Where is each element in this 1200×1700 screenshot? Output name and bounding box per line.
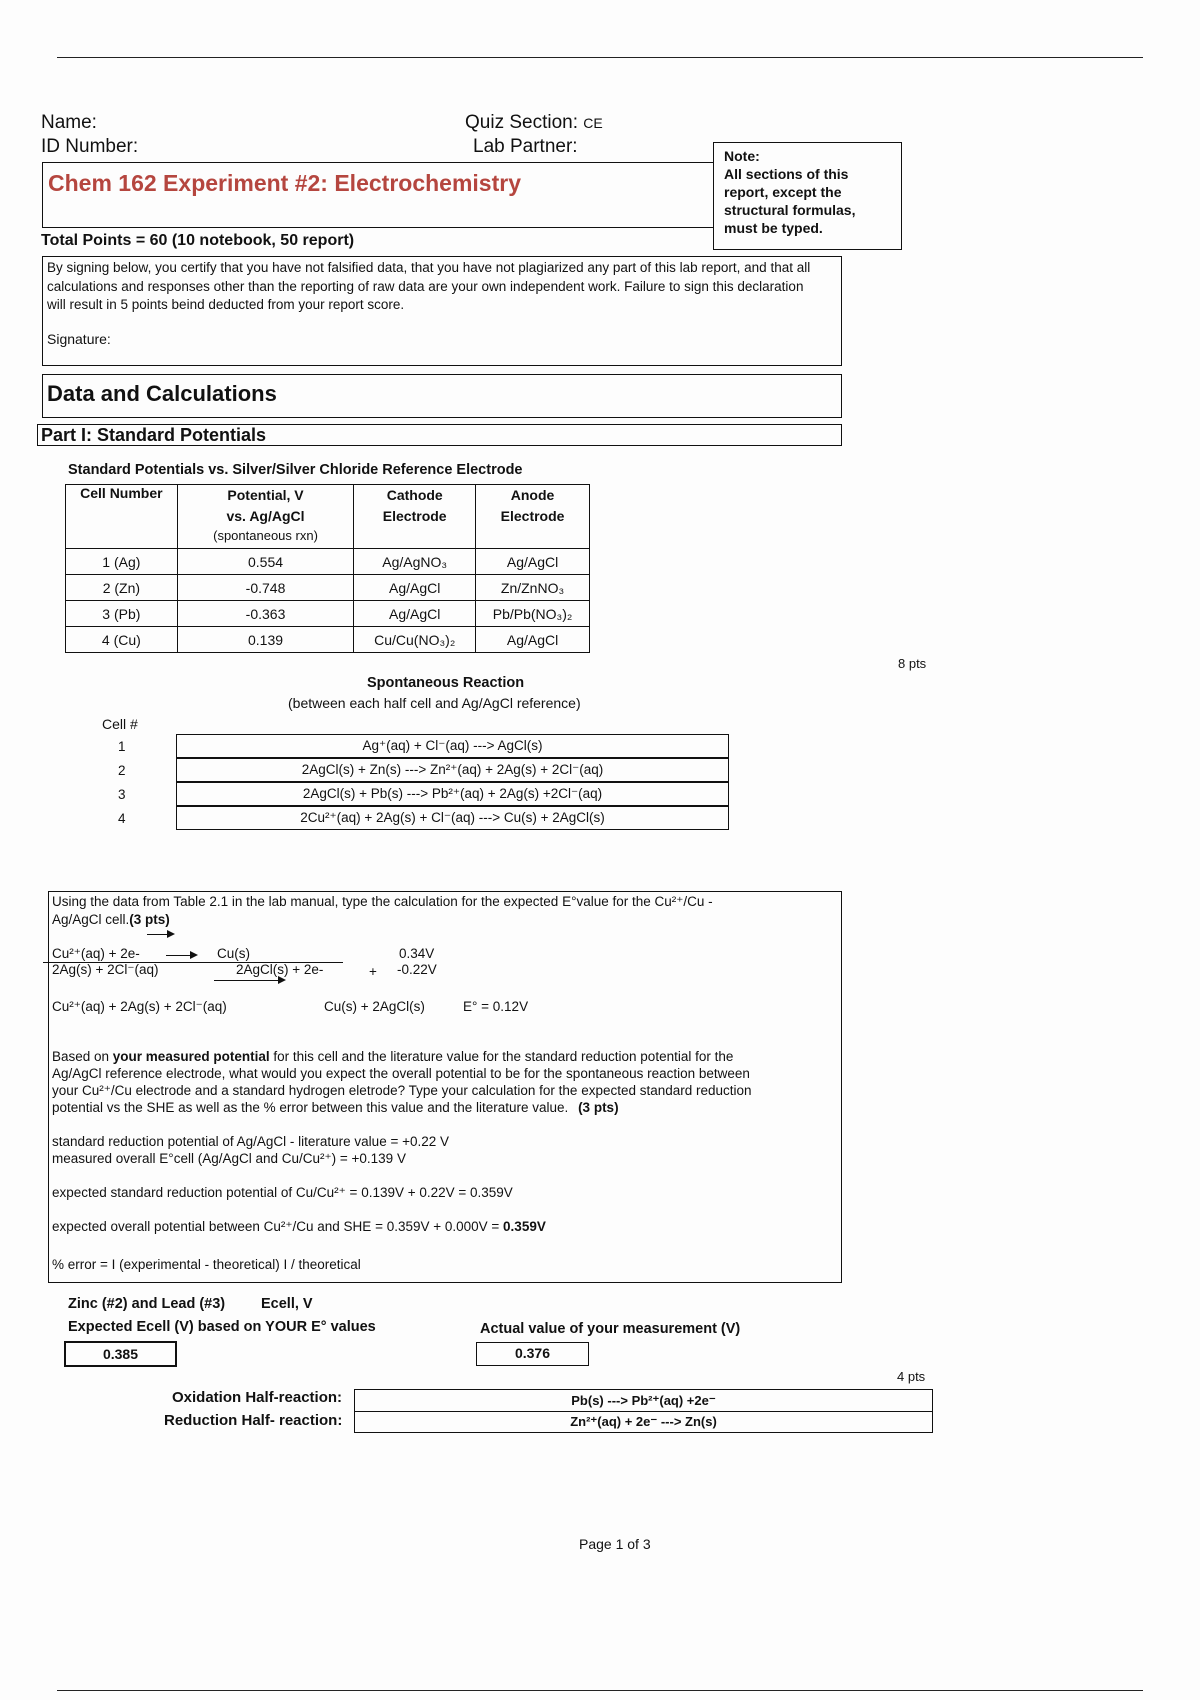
- header-potential-line1: Potential, V: [227, 487, 304, 503]
- header-anode-line1: Anode: [510, 487, 555, 503]
- row-potential: -0.748: [177, 575, 354, 601]
- q2-bold: your measured potential: [112, 1049, 270, 1064]
- q2-line3: your Cu²⁺/Cu electrode and a standard hydrogen eletrode? Type your calculation for the expected standard reduction: [52, 1083, 752, 1098]
- declaration-text: By signing below, you certify that you have not falsified data, that you have not plagiarized any part of this lab report, and that all calculations and responses other than the reporting of raw data are your own independent work. Failure to sign this declaration will result in 5 points beind deducted from your report score.: [47, 260, 811, 312]
- eq2-left: 2Ag(s) + 2Cl⁻(aq): [52, 962, 159, 977]
- potentials-points: 8 pts: [898, 656, 927, 671]
- expected-label: Expected Ecell (V) based on YOUR E° values: [68, 1319, 376, 1335]
- potentials-table-header: [66, 485, 590, 549]
- q2-start: Based on: [52, 1049, 113, 1064]
- page-number: Page 1 of 3: [579, 1536, 651, 1552]
- eq1-value: 0.34V: [399, 946, 435, 961]
- row-cathode: Ag/AgCl: [354, 575, 476, 601]
- row-cathode: Ag/AgCl: [354, 601, 476, 627]
- actual-label: Actual value of your measurement (V): [480, 1321, 741, 1337]
- declaration-box: [42, 256, 842, 366]
- half-reaction-box: [354, 1389, 933, 1433]
- expected-value-box: [64, 1341, 177, 1367]
- note-text: All sections of this report, except the structural formulas, must be typed.: [724, 166, 856, 236]
- row-potential: -0.363: [177, 601, 354, 627]
- header-cathode: [354, 485, 476, 549]
- reaction-cell-number: 3: [118, 787, 126, 802]
- answer-line-bold: 0.359V: [503, 1219, 546, 1234]
- ecell-label: Ecell, V: [261, 1296, 313, 1312]
- note-box: [713, 142, 902, 250]
- reaction-cell-number: 2: [118, 763, 126, 778]
- answer-line: [52, 1219, 546, 1235]
- name-label: Name:: [41, 112, 97, 133]
- row-anode: Ag/AgCl: [476, 549, 590, 575]
- table-row: [66, 627, 590, 653]
- eq2-plus: +: [369, 964, 377, 979]
- reduction-value: Zn²⁺(aq) + 2e⁻ ---> Zn(s): [570, 1414, 717, 1429]
- page-title: Chem 162 Experiment #2: Electrochemistry: [48, 170, 521, 196]
- zinc-lead-points: 4 pts: [897, 1369, 926, 1384]
- id-number-label: ID Number:: [41, 136, 139, 157]
- eq3-right: Cu(s) + 2AgCl(s): [324, 999, 425, 1014]
- header-cell-number: Cell Number: [66, 485, 178, 549]
- quiz-section-label: Quiz Section:: [465, 112, 578, 133]
- total-points: Total Points = 60 (10 notebook, 50 report): [41, 232, 355, 249]
- header-cathode-line2: Electrode: [382, 508, 447, 524]
- header-potential-line3: (spontaneous rxn): [213, 528, 318, 543]
- calc-prompt-line2: [52, 912, 170, 927]
- header-potential: [177, 485, 354, 549]
- part1-title: Part I: Standard Potentials: [41, 425, 267, 445]
- table-row: [66, 575, 590, 601]
- arrow-icon: [166, 955, 196, 956]
- reaction-row: 2Cu²⁺(aq) + 2Ag(s) + Cl⁻(aq) ---> Cu(s) + 2AgCl(s): [176, 806, 729, 830]
- header-potential-line2: vs. Ag/AgCl: [226, 508, 305, 524]
- row-anode: Pb/Pb(NO₃)₂: [476, 601, 590, 627]
- eq3-left: Cu²⁺(aq) + 2Ag(s) + 2Cl⁻(aq): [52, 999, 227, 1014]
- eq1-right: Cu(s): [217, 946, 250, 961]
- row-cell: 2 (Zn): [66, 575, 178, 601]
- row-cell: 4 (Cu): [66, 627, 178, 653]
- row-cell: 1 (Ag): [66, 549, 178, 575]
- q2-line4-text: potential vs the SHE as well as the % error between this value and the literature value.: [52, 1100, 569, 1115]
- expected-value: 0.385: [102, 1346, 139, 1362]
- section-title: Data and Calculations: [47, 381, 277, 406]
- row-anode: Ag/AgCl: [476, 627, 590, 653]
- oxidation-value: Pb(s) ---> Pb²⁺(aq) +2e⁻: [355, 1390, 932, 1412]
- row-anode: Zn/ZnNO₃: [476, 575, 590, 601]
- calc-prompt-points: (3 pts): [129, 912, 170, 927]
- q2-line4: [52, 1100, 619, 1115]
- answer-line: expected standard reduction potential of Cu/Cu²⁺ = 0.139V + 0.22V = 0.359V: [52, 1185, 513, 1200]
- header-cathode-line1: Cathode: [386, 487, 443, 503]
- row-cell: 3 (Pb): [66, 601, 178, 627]
- row-potential: 0.554: [177, 549, 354, 575]
- actual-value-box: [476, 1342, 589, 1366]
- top-rule: [57, 57, 1143, 58]
- table-row: [66, 549, 590, 575]
- row-cathode: Cu/Cu(NO₃)₂: [354, 627, 476, 653]
- reduction-label: Reduction Half- reaction:: [164, 1412, 343, 1429]
- q2-line2: Ag/AgCl reference electrode, what would you expect the overall potential to be for the spontaneous reaction between: [52, 1066, 750, 1081]
- eq3-e: E° = 0.12V: [463, 999, 529, 1014]
- answer-line: standard reduction potential of Ag/AgCl - literature value = +0.22 V: [52, 1134, 449, 1149]
- quiz-section-value: CE: [583, 115, 603, 131]
- reaction-cell-number: 4: [118, 811, 126, 826]
- row-cathode: Ag/AgNO₃: [354, 549, 476, 575]
- header-anode-line2: Electrode: [500, 508, 565, 524]
- reaction-cell-number: 1: [118, 739, 126, 754]
- spontaneous-subtitle: (between each half cell and Ag/AgCl reference): [288, 695, 581, 711]
- header-anode: [476, 485, 590, 549]
- section-title-box: [42, 374, 842, 418]
- note-heading: Note:: [724, 148, 760, 164]
- arrow-icon: [147, 934, 173, 935]
- calc-prompt-line1: Using the data from Table 2.1 in the lab manual, type the calculation for the expected E°value for the Cu²⁺/Cu -: [52, 894, 713, 909]
- potentials-table: [65, 484, 590, 653]
- answer-line: % error = I (experimental - theoretical) I / theoretical: [52, 1257, 361, 1272]
- reaction-row: 2AgCl(s) + Pb(s) ---> Pb²⁺(aq) + 2Ag(s) +2Cl⁻(aq): [176, 782, 729, 806]
- calculation-box: [48, 891, 842, 1283]
- row-potential: 0.139: [177, 627, 354, 653]
- lab-partner-label: Lab Partner:: [473, 136, 578, 157]
- reaction-row: 2AgCl(s) + Zn(s) ---> Zn²⁺(aq) + 2Ag(s) + 2Cl⁻(aq): [176, 758, 729, 782]
- answer-line: measured overall E°cell (Ag/AgCl and Cu/Cu²⁺) = +0.139 V: [52, 1151, 406, 1166]
- oxidation-label: Oxidation Half-reaction:: [172, 1389, 343, 1406]
- q2-rest: for this cell and the literature value for the standard reduction potential for the: [269, 1049, 734, 1064]
- bottom-rule: [57, 1690, 1143, 1691]
- arrow-icon: [214, 980, 284, 981]
- zinc-lead-heading: Zinc (#2) and Lead (#3): [68, 1296, 226, 1312]
- spontaneous-title: Spontaneous Reaction: [367, 675, 525, 691]
- eq2-right: 2AgCl(s) + 2e-: [236, 962, 324, 977]
- cell-number-header: Cell #: [102, 716, 138, 732]
- title-box: [42, 162, 714, 228]
- quiz-section: [465, 112, 603, 134]
- q2-line1: [52, 1049, 733, 1064]
- eq2-value: -0.22V: [397, 962, 437, 977]
- calc-prompt-text: Ag/AgCl cell.: [52, 912, 130, 927]
- q2-points: (3 pts): [578, 1100, 619, 1115]
- table-row: [66, 601, 590, 627]
- part1-title-box: [37, 424, 842, 446]
- signature-label: Signature:: [47, 331, 111, 347]
- answer-line-text: expected overall potential between Cu²⁺/Cu and SHE = 0.359V + 0.000V =: [52, 1219, 504, 1234]
- eq1-left: Cu²⁺(aq) + 2e-: [52, 946, 140, 961]
- potentials-table-caption: Standard Potentials vs. Silver/Silver Chloride Reference Electrode: [68, 462, 523, 478]
- reaction-row: Ag⁺(aq) + Cl⁻(aq) ---> AgCl(s): [176, 734, 729, 758]
- actual-value: 0.376: [514, 1345, 551, 1361]
